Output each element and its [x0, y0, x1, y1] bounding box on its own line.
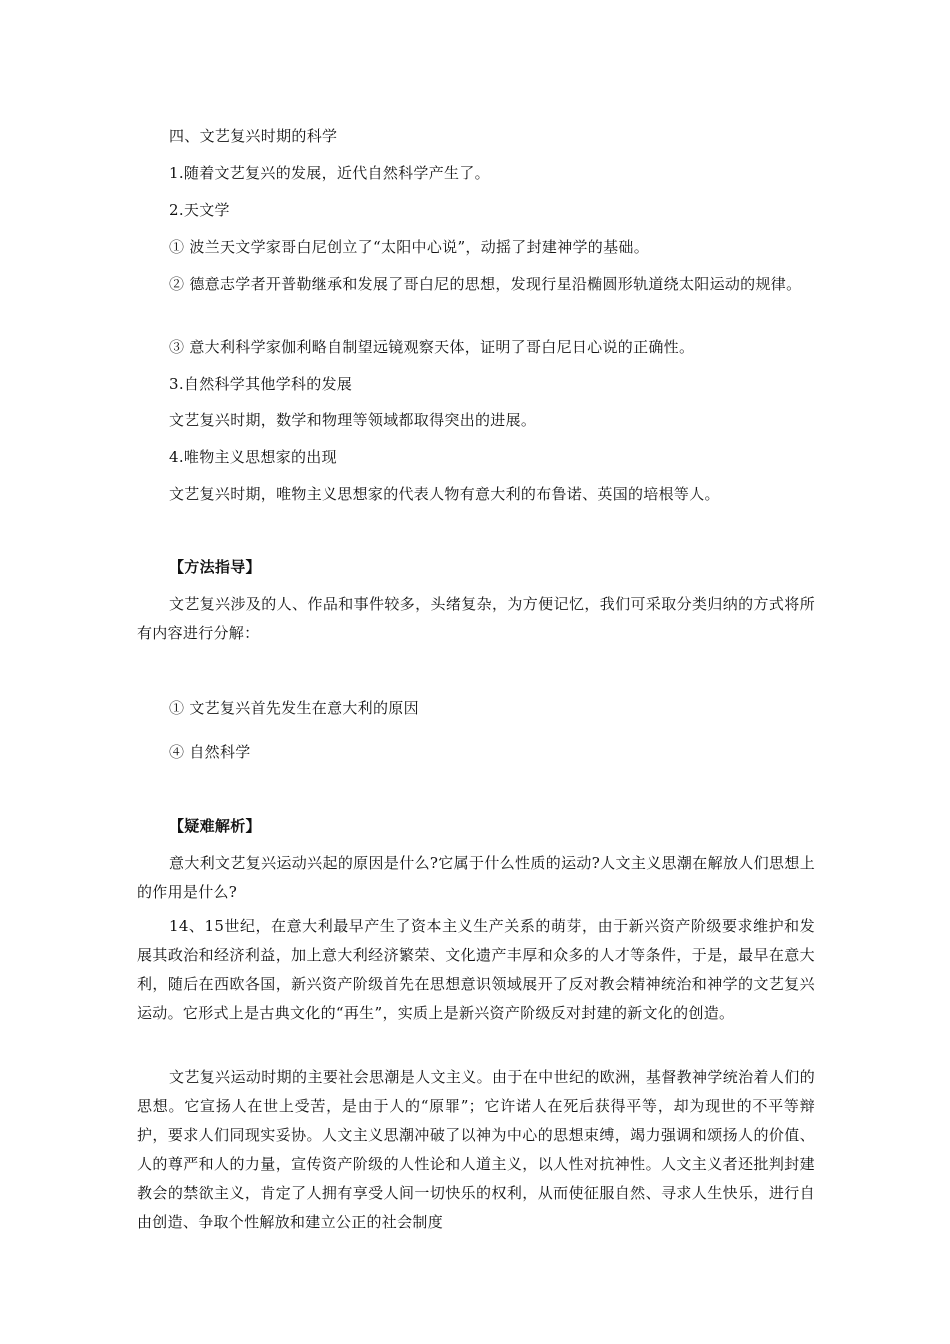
- method-heading: 【方法指导】: [169, 558, 261, 576]
- analysis-answer-1: 14、15世纪，在意大利最早产生了资本主义生产关系的萌芽，由于新兴资产阶级要求维护和发展其政治和经济利益，加上意大利经济繁荣、文化遗产丰厚和众多的人才等条件，于是，最早在意大利，随后在西欧各国，新兴资产阶级首先在思想意识领域展开了反对教会精神统治和神学的文艺复兴运动。它形式上是古典文化的“再生”，实质上是新兴资产阶级反对封建的新文化的创造。: [137, 917, 815, 1022]
- astronomy-point-1: ① 波兰天文学家哥白尼创立了“太阳中心说”，动摇了封建神学的基础。: [169, 238, 650, 256]
- section-title: 四、文艺复兴时期的科学: [169, 127, 338, 145]
- method-list-item-1: ① 文艺复兴首先发生在意大利的原因: [169, 699, 419, 717]
- method-list-item-4: ④ 自然科学: [169, 743, 251, 761]
- method-text: 文艺复兴涉及的人、作品和事件较多，头绪复杂，为方便记忆，我们可采取分类归纳的方式将所有内容进行分解：: [137, 595, 815, 642]
- science-item-2: 2.天文学: [169, 201, 230, 219]
- analysis-answer-2: 文艺复兴运动时期的主要社会思潮是人文主义。由于在中世纪的欧洲，基督教神学统治着人们的思想。它宣扬人在世上受苦，是由于人的“原罪”；它许诺人在死后获得平等，却为现世的不平等辩护，要求人们同现实妥协。人文主义思潮冲破了以神为中心的思想束缚，竭力强调和颂扬人的价值、人的尊严和人的力量，宣传资产阶级的人性论和人道主义，以人性对抗神性。人文主义者还批判封建教会的禁欲主义，肯定了人拥有享受人间一切快乐的权利，从而使征服自然、寻求人生快乐，进行自由创造、争取个性解放和建立公正的社会制度: [137, 1068, 815, 1231]
- science-item-3: 3.自然科学其他学科的发展: [169, 375, 353, 393]
- analysis-heading: 【疑难解析】: [169, 817, 261, 835]
- science-item-3-text: 文艺复兴时期，数学和物理等领域都取得突出的进展。: [169, 411, 537, 429]
- astronomy-point-3: ③ 意大利科学家伽利略自制望远镜观察天体，证明了哥白尼日心说的正确性。: [169, 338, 695, 356]
- astronomy-point-2: ② 德意志学者开普勒继承和发展了哥白尼的思想，发现行星沿椭圆形轨道绕太阳运动的规律。: [169, 275, 802, 293]
- science-item-4-text: 文艺复兴时期，唯物主义思想家的代表人物有意大利的布鲁诺、英国的培根等人。: [169, 485, 720, 503]
- science-item-4: 4.唯物主义思想家的出现: [169, 448, 337, 466]
- science-item-1: 1.随着文艺复兴的发展，近代自然科学产生了。: [169, 164, 490, 182]
- analysis-question: 意大利文艺复兴运动兴起的原因是什么?它属于什么性质的运动?人文主义思潮在解放人们思想上的作用是什么?: [137, 854, 815, 901]
